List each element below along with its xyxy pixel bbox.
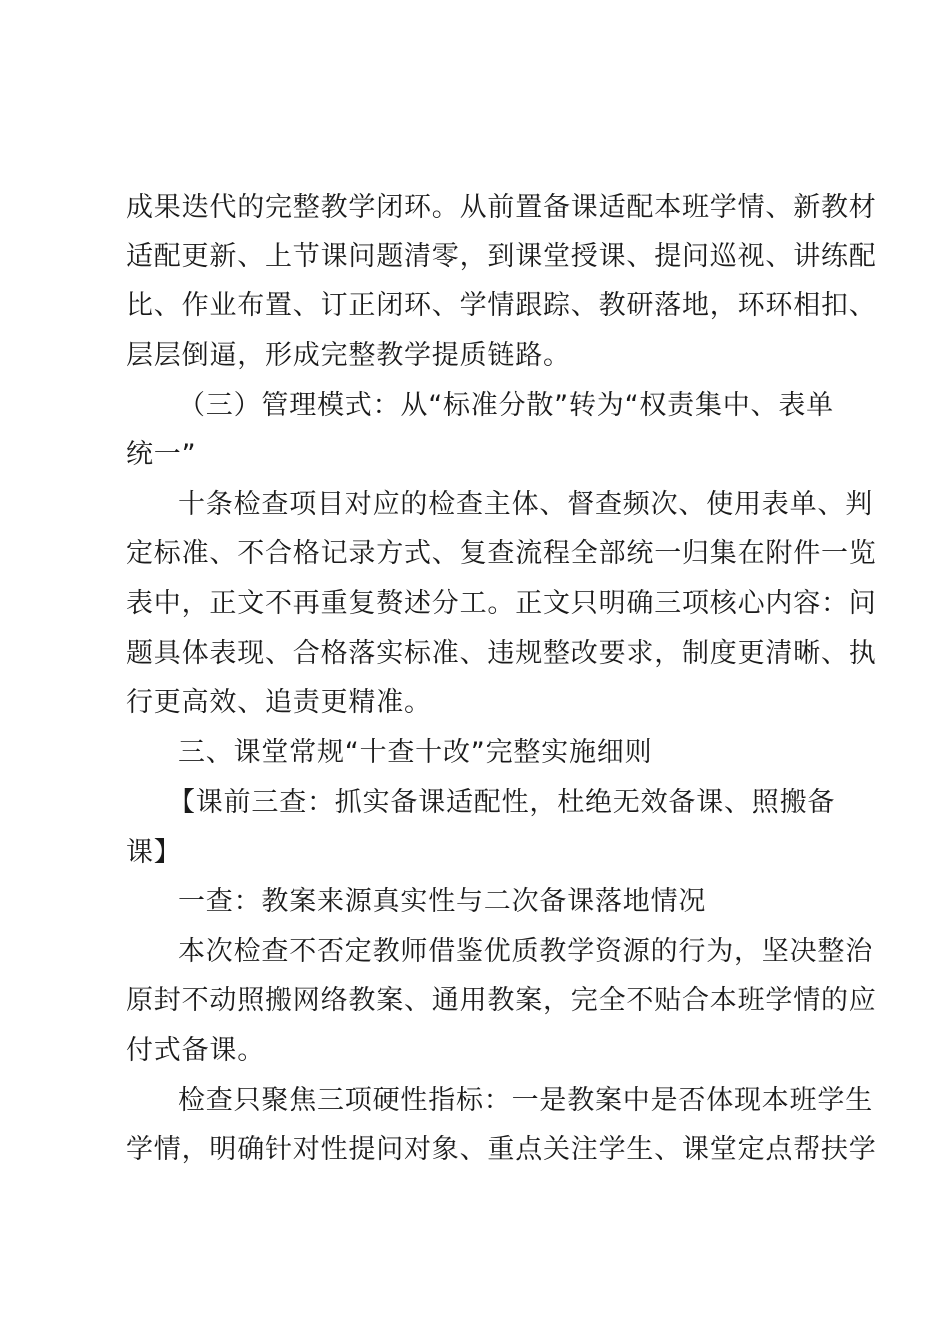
body-text-line: 本次检查不否定教师借鉴优质教学资源的行为，坚决整治 (178, 936, 873, 967)
body-text-line: 比、作业布置、订正闭环、学情跟踪、教研落地，环环相扣、 (126, 290, 877, 321)
body-text-line: 层层倒逼，形成完整教学提质链路。 (126, 340, 571, 371)
section-heading: （三）管理模式：从“标准分散”转为“权责集中、表单 (178, 390, 834, 421)
subsection-heading: 【课前三查：抓实备课适配性，杜绝无效备课、照搬备 (168, 787, 836, 818)
subsection-heading-continuation: 课】 (126, 837, 182, 868)
chapter-heading: 三、课堂常规“十查十改”完整实施细则 (178, 737, 653, 768)
body-text-line: 题具体表现、合格落实标准、违规整改要求，制度更清晰、执 (126, 638, 877, 669)
body-text-line: 付式备课。 (126, 1035, 265, 1066)
item-heading: 一查：教案来源真实性与二次备课落地情况 (178, 886, 707, 917)
section-heading-continuation: 统一” (126, 439, 197, 470)
body-text-line: 表中，正文不再重复赘述分工。正文只明确三项核心内容：问 (126, 588, 877, 619)
body-text-line: 学情，明确针对性提问对象、重点关注学生、课堂定点帮扶学 (126, 1134, 877, 1165)
body-text-line: 定标准、不合格记录方式、复查流程全部统一归集在附件一览 (126, 538, 877, 569)
body-text-line: 检查只聚焦三项硬性指标：一是教案中是否体现本班学生 (178, 1085, 873, 1116)
body-text-line: 适配更新、上节课问题清零，到课堂授课、提问巡视、讲练配 (126, 241, 877, 272)
body-text-line: 原封不动照搬网络教案、通用教案，完全不贴合本班学情的应 (126, 985, 877, 1016)
body-text-line: 行更高效、追责更精准。 (126, 687, 432, 718)
body-text-line: 十条检查项目对应的检查主体、督查频次、使用表单、判 (178, 489, 873, 520)
body-text-line: 成果迭代的完整教学闭环。从前置备课适配本班学情、新教材 (126, 192, 877, 223)
